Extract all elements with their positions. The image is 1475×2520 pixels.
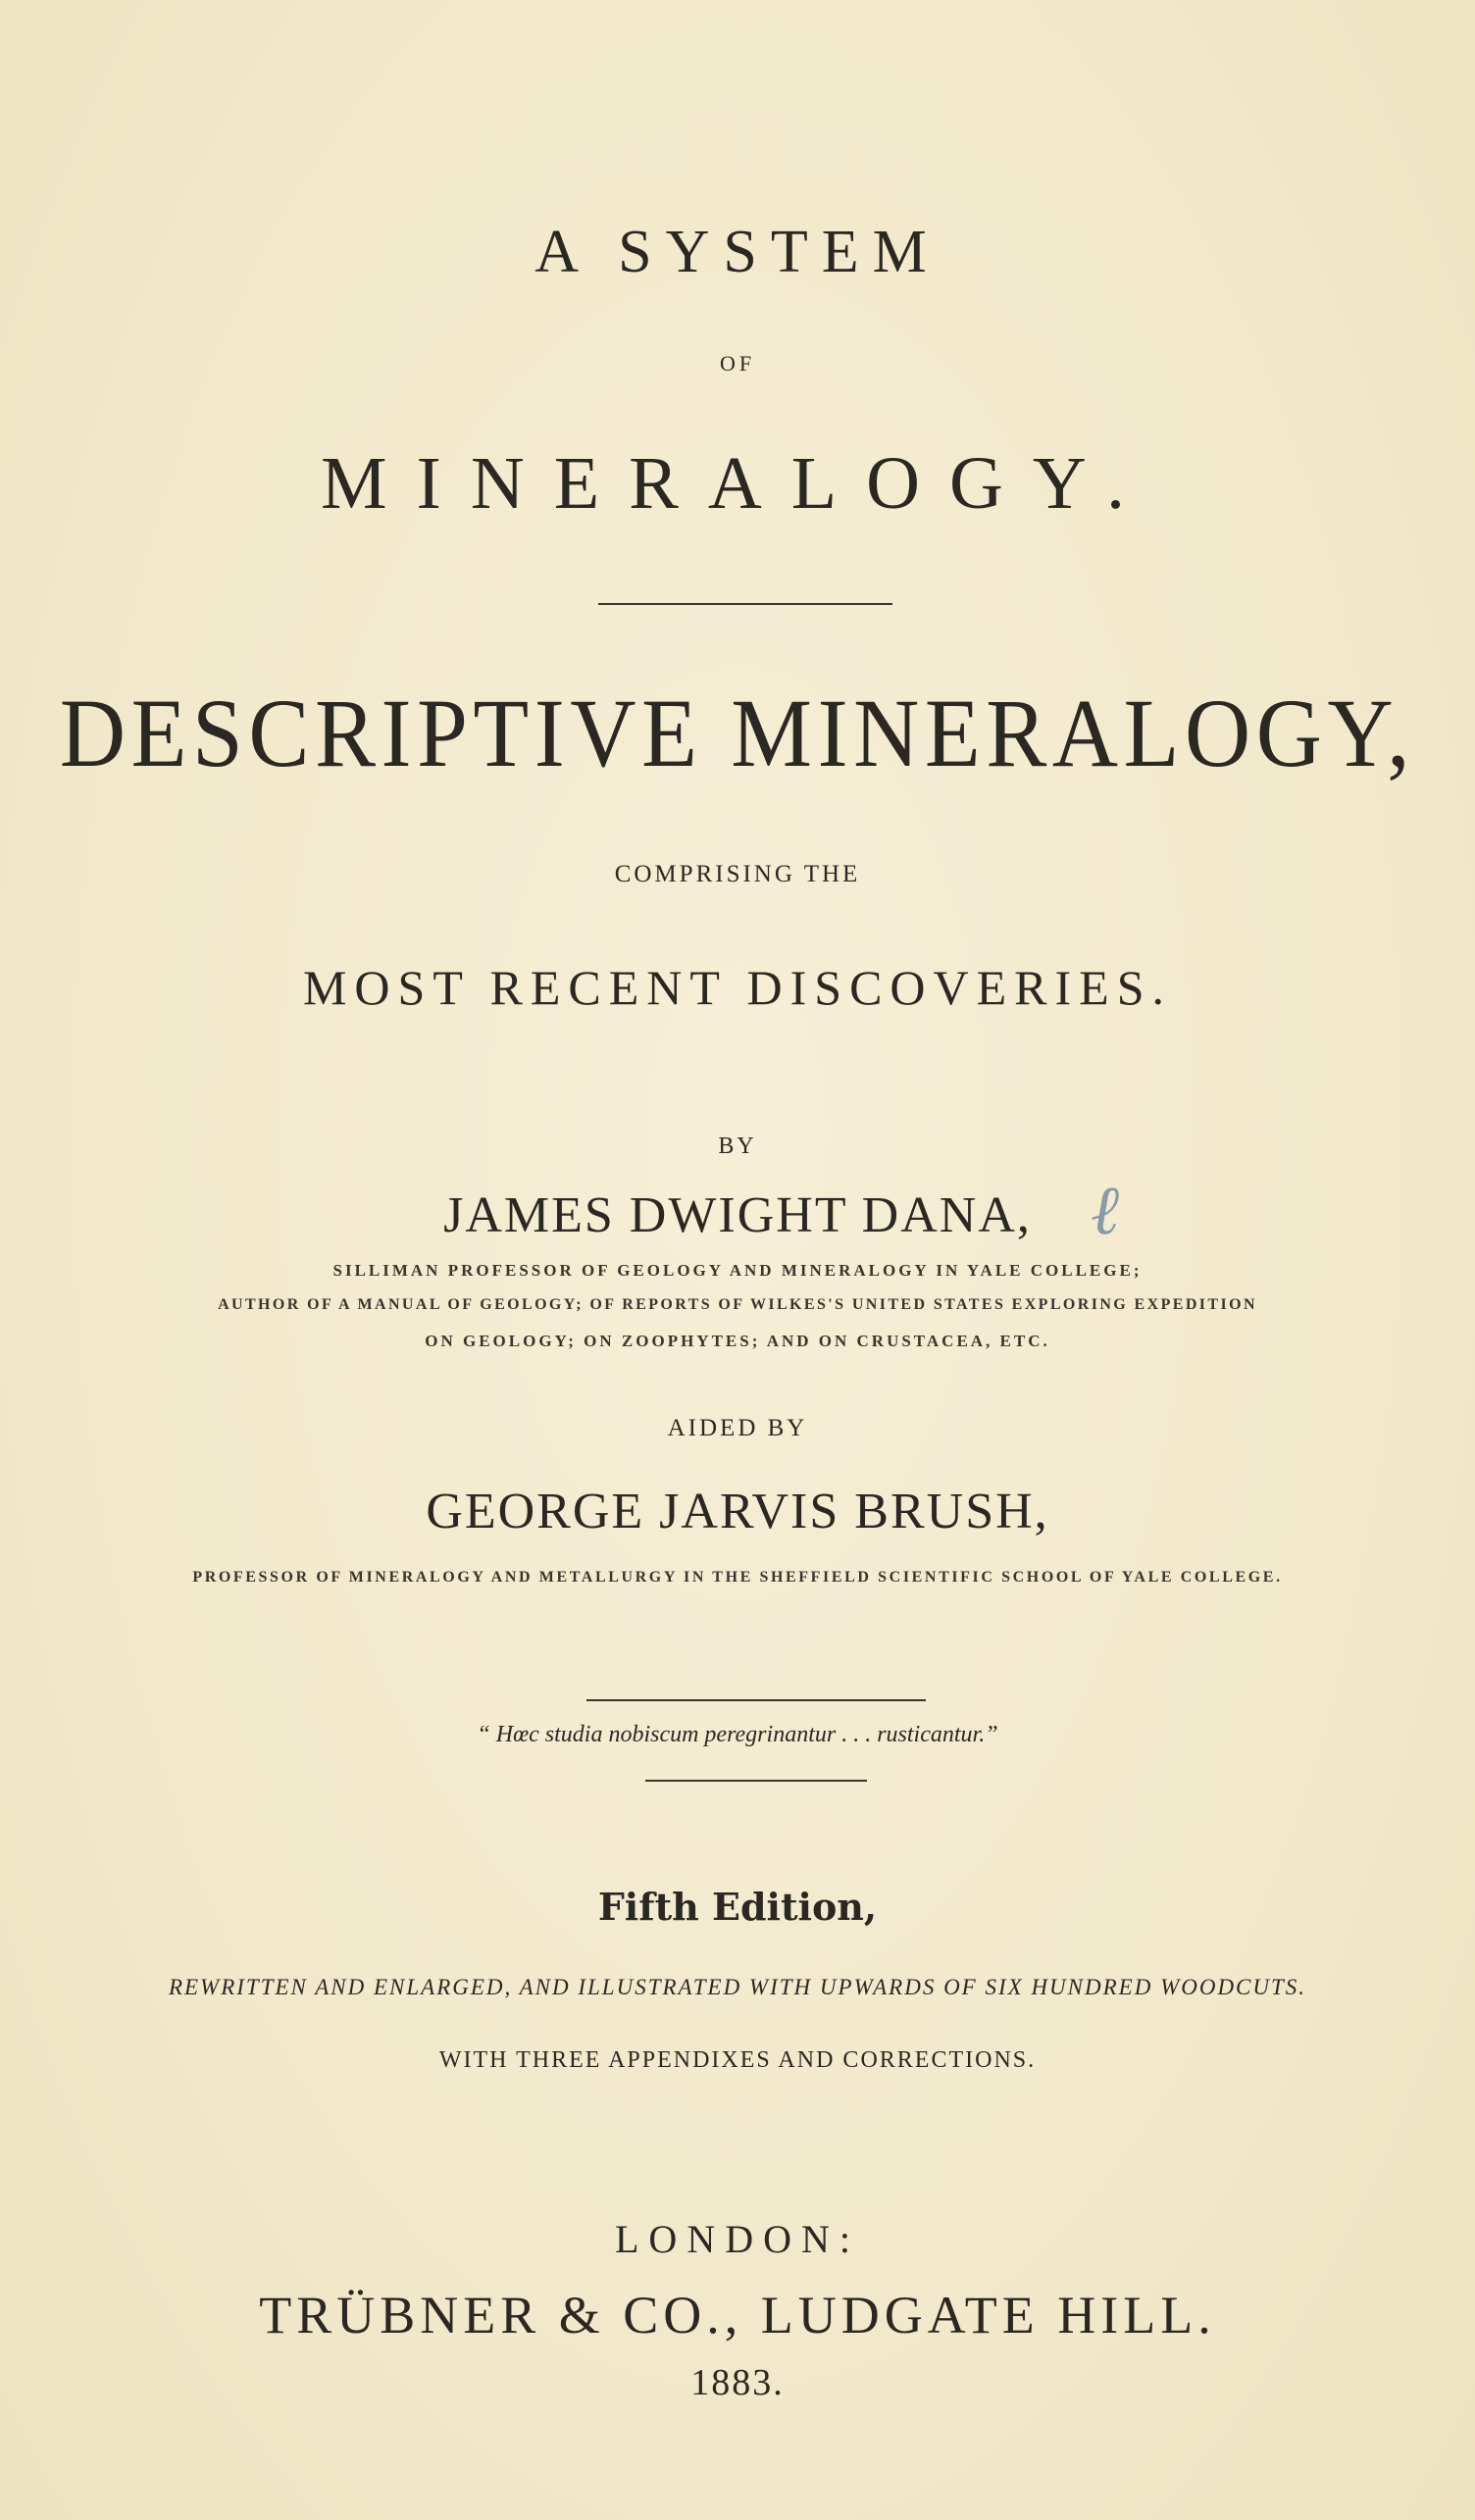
divider-3	[645, 1780, 867, 1782]
publisher-city: LONDON:	[615, 2217, 860, 2261]
subtitle: DESCRIPTIVE MINERALOGY,	[59, 679, 1416, 787]
comprising-text: COMPRISING THE	[614, 861, 861, 887]
recent-discoveries: MOST RECENT DISCOVERIES.	[302, 960, 1173, 1015]
divider-2	[586, 1699, 926, 1701]
edition: Fifth Edition,	[597, 1885, 878, 1929]
coauthor-credentials: PROFESSOR OF MINERALOGY AND METALLURGY IN THE SHEFFIELD SCIENTIFIC SCHOOL OF YALE COLLEGE.	[192, 1569, 1283, 1586]
title-line-1: A SYSTEM	[534, 219, 941, 285]
publisher-name: TRÜBNER & CO., LUDGATE HILL.	[259, 2286, 1216, 2344]
by-text: BY	[718, 1134, 757, 1159]
appendixes-note: WITH THREE APPENDIXES AND CORRECTIONS.	[438, 2047, 1037, 2073]
publication-year: 1883.	[690, 2362, 785, 2403]
title-line-2: MINERALOGY.	[320, 442, 1155, 525]
title-of: OF	[719, 351, 756, 376]
motto: “ Hœc studia nobiscum peregrinantur . . . rusticantur.”	[477, 1722, 998, 1747]
coauthor-name: GEORGE JARVIS BRUSH,	[426, 1484, 1049, 1539]
handwritten-mark: ℓ	[1091, 1174, 1120, 1249]
rewritten-note: REWRITTEN AND ENLARGED, AND ILLUSTRATED WITH UPWARDS OF SIX HUNDRED WOODCUTS.	[168, 1975, 1307, 1999]
author-credential-1: SILLIMAN PROFESSOR OF GEOLOGY AND MINERALOGY IN YALE COLLEGE;	[332, 1261, 1143, 1280]
author-credential-3: ON GEOLOGY; ON ZOOPHYTES; AND ON CRUSTACEA, ETC.	[425, 1332, 1050, 1350]
divider-1	[598, 603, 892, 605]
author-credential-2: AUTHOR OF A MANUAL OF GEOLOGY; OF REPORTS OF WILKES'S UNITED STATES EXPLORING EXPEDITION	[218, 1296, 1257, 1313]
aided-by-text: AIDED BY	[667, 1415, 808, 1441]
author-name: JAMES DWIGHT DANA,	[443, 1187, 1032, 1243]
